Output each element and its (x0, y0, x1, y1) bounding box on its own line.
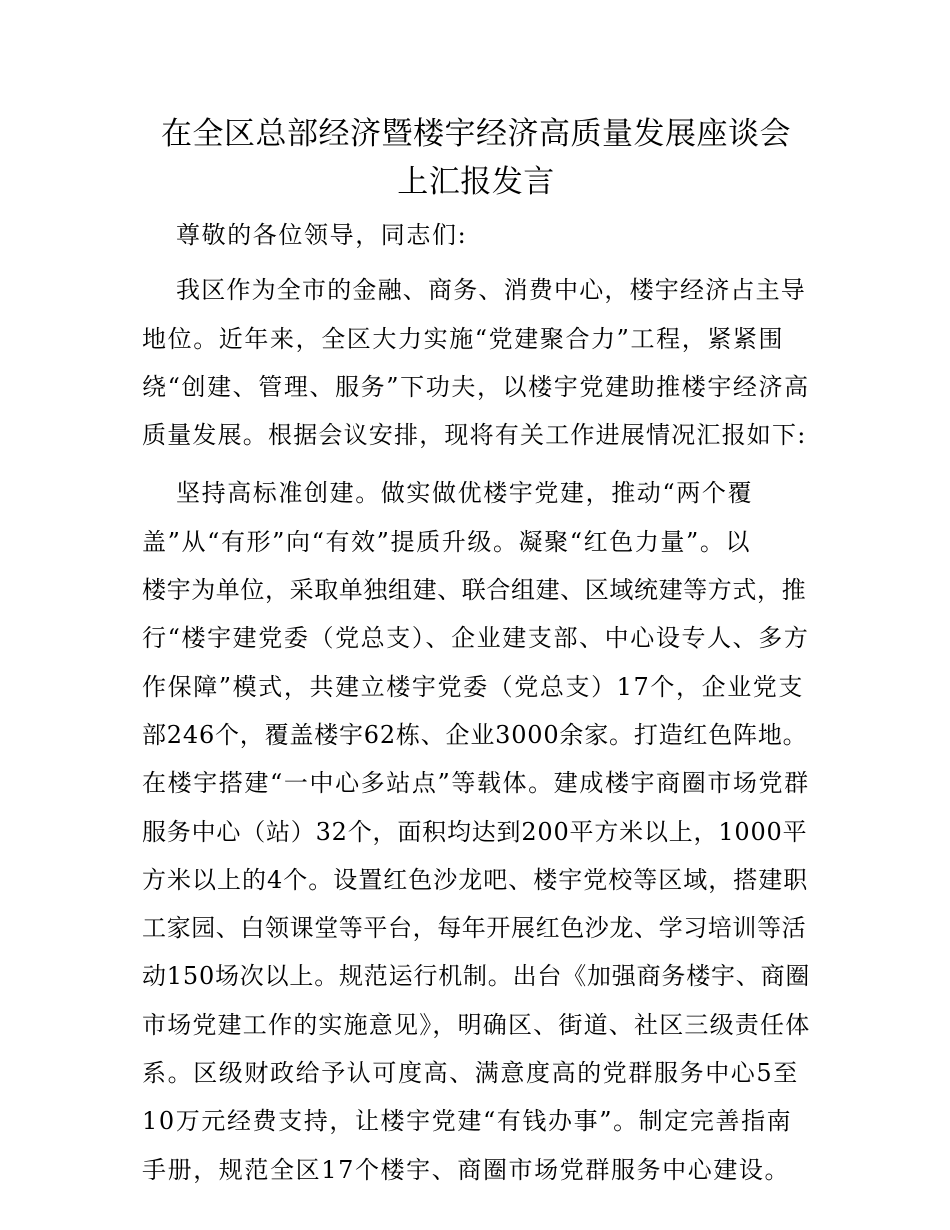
text-line: 部246个，覆盖楼宇62栋、企业3000余家。打造红色阵地。 (142, 720, 808, 749)
text-line: 服务中心（站）32个，面积均达到200平方米以上，1000平 (142, 817, 808, 846)
text-line: 质量发展。根据会议安排，现将有关工作进展情况汇报如下: (142, 421, 807, 450)
title-line: 在全区总部经济暨楼宇经济高质量发展座谈会 (161, 116, 791, 152)
document-page (142, 110, 810, 1194)
salutation: 尊敬的各位领导，同志们: (176, 221, 468, 249)
text-line: 手册，规范全区17个楼宇、商圈市场党群服务中心建设。 (142, 1155, 791, 1184)
text-line: 动150场次以上。规范运行机制。出台《加强商务楼宇、商圈 (142, 962, 811, 991)
text-line: 在楼宇搭建“一中心多站点”等载体。建成楼宇商圈市场党群 (142, 769, 810, 798)
text-line: 行“楼宇建党委（党总支）、企业建支部、中心设专人、多方 (142, 624, 810, 653)
text-line: 工家园、白领课堂等平台，每年开展红色沙龙、学习培训等活 (142, 914, 807, 943)
title-line: 上汇报发言 (397, 164, 555, 200)
paragraph-intro (142, 266, 810, 459)
text-line: 绕“创建、管理、服务”下功夫，以楼宇党建助推楼宇经济高 (142, 372, 810, 401)
document-title (142, 110, 810, 206)
text-line: 楼宇为单位，采取单独组建、联合组建、区域统建等方式，推 (142, 576, 807, 605)
text-line: 地位。近年来，全区大力实施“党建聚合力”工程，紧紧围 (142, 324, 785, 353)
text-line: 作保障”模式，共建立楼宇党委（党总支）17个，企业党支 (142, 672, 805, 701)
text-line: 10万元经费支持，让楼宇党建“有钱办事”。制定完善指南 (142, 1107, 793, 1136)
text-line: 市场党建工作的实施意见》，明确区、街道、社区三级责任体 (142, 1010, 811, 1039)
text-line: 方米以上的4个。设置红色沙龙吧、楼宇党校等区域，搭建职 (142, 865, 809, 894)
text-line: 我区作为全市的金融、商务、消费中心，楼宇经济占主导 (176, 276, 806, 305)
text-line: 系。区级财政给予认可度高、满意度高的党群服务中心5至 (142, 1059, 799, 1088)
text-line: 坚持高标准创建。做实做优楼宇党建，推动“两个覆 (176, 479, 754, 508)
paragraph-creation (142, 469, 810, 1193)
text-line: 盖”从“有形”向“有效”提质升级。凝聚“红色力量”。以 (142, 527, 752, 556)
